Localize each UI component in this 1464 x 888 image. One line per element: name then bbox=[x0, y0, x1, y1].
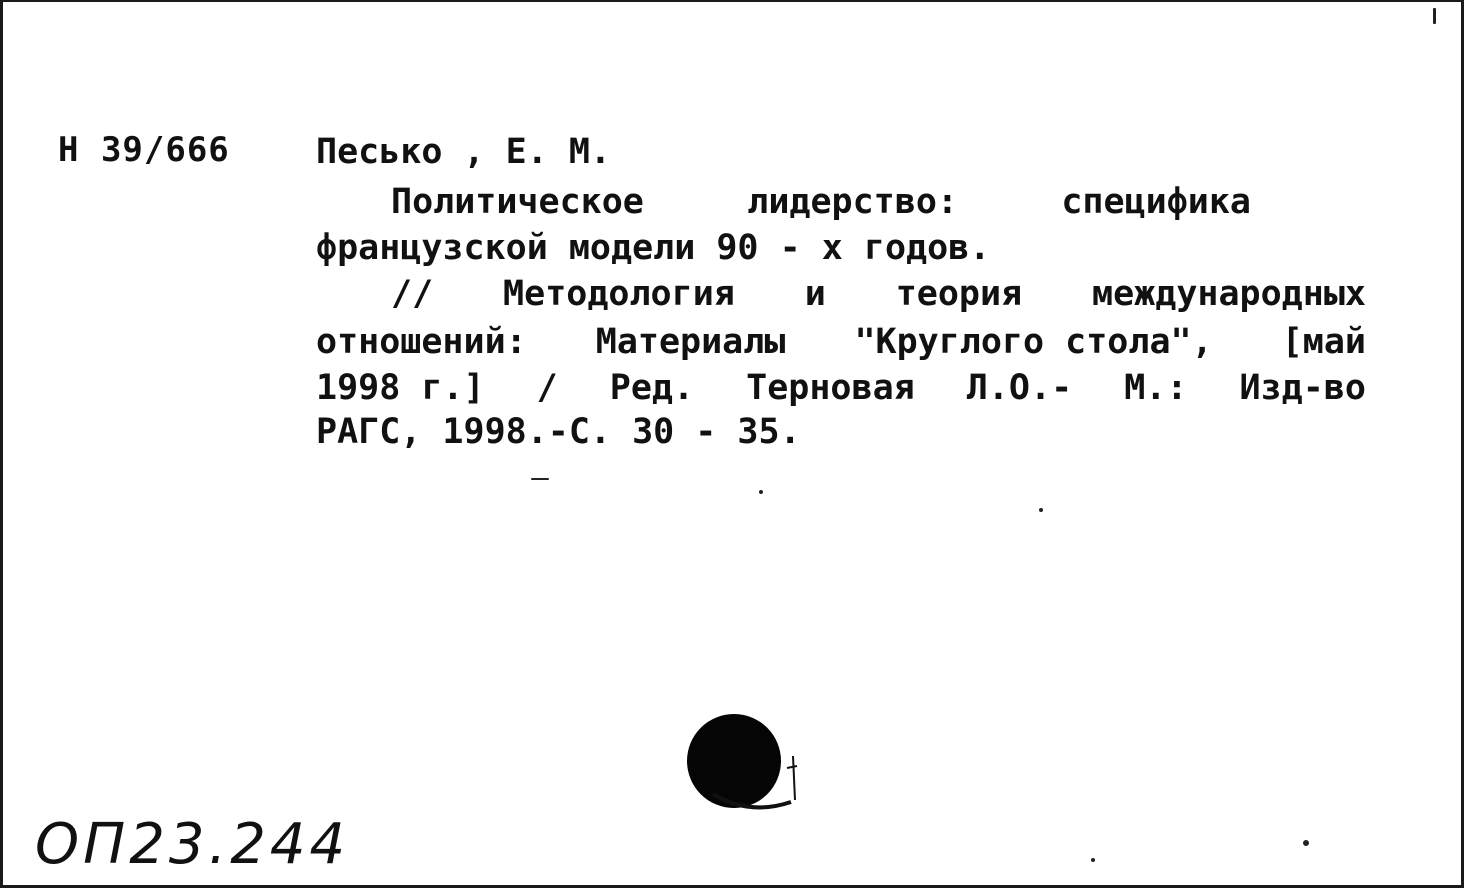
source-word: Изд-во bbox=[1239, 368, 1366, 408]
source-word: [май bbox=[1281, 322, 1366, 362]
speck bbox=[759, 490, 763, 494]
source-line-2 bbox=[316, 322, 1366, 362]
source-word: Ред. bbox=[609, 368, 695, 408]
source-word: М.: bbox=[1124, 368, 1188, 408]
source-line-4: РАГС, 1998.-С. 30 - 35. bbox=[316, 412, 801, 452]
source-word: / bbox=[536, 368, 558, 408]
source-word: "Круглого стола", bbox=[854, 322, 1213, 362]
source-line-3 bbox=[316, 368, 1366, 408]
source-word: 1998 г.] bbox=[316, 368, 485, 408]
speck bbox=[531, 478, 549, 480]
source-word: Л.О.- bbox=[966, 368, 1073, 408]
speck bbox=[1303, 840, 1309, 846]
source-line-1 bbox=[391, 274, 1366, 314]
title-line-2: французской модели 90 - х годов. bbox=[316, 228, 991, 268]
source-word: отношений: bbox=[316, 322, 527, 362]
shelfmark: Н 39/666 bbox=[58, 130, 230, 170]
source-word: и bbox=[804, 274, 826, 314]
title-line-1 bbox=[391, 182, 1251, 222]
source-word: // bbox=[391, 274, 434, 314]
title-word: Политическое bbox=[391, 182, 644, 222]
source-word: Терновая bbox=[746, 368, 915, 408]
source-word: Методология bbox=[503, 274, 735, 314]
source-word: теория bbox=[895, 274, 1023, 314]
handwritten-call-number: ОП23.244 bbox=[35, 812, 350, 877]
source-word: Материалы bbox=[595, 322, 786, 362]
speck bbox=[1433, 8, 1436, 24]
title-word: специфика bbox=[1061, 182, 1251, 222]
title-word: лидерство: bbox=[747, 182, 958, 222]
author: Песько , Е. М. bbox=[316, 132, 612, 172]
speck bbox=[1091, 858, 1095, 862]
speck bbox=[1039, 508, 1043, 512]
punch-hole-edge bbox=[709, 750, 805, 814]
source-word: международных bbox=[1092, 274, 1366, 314]
